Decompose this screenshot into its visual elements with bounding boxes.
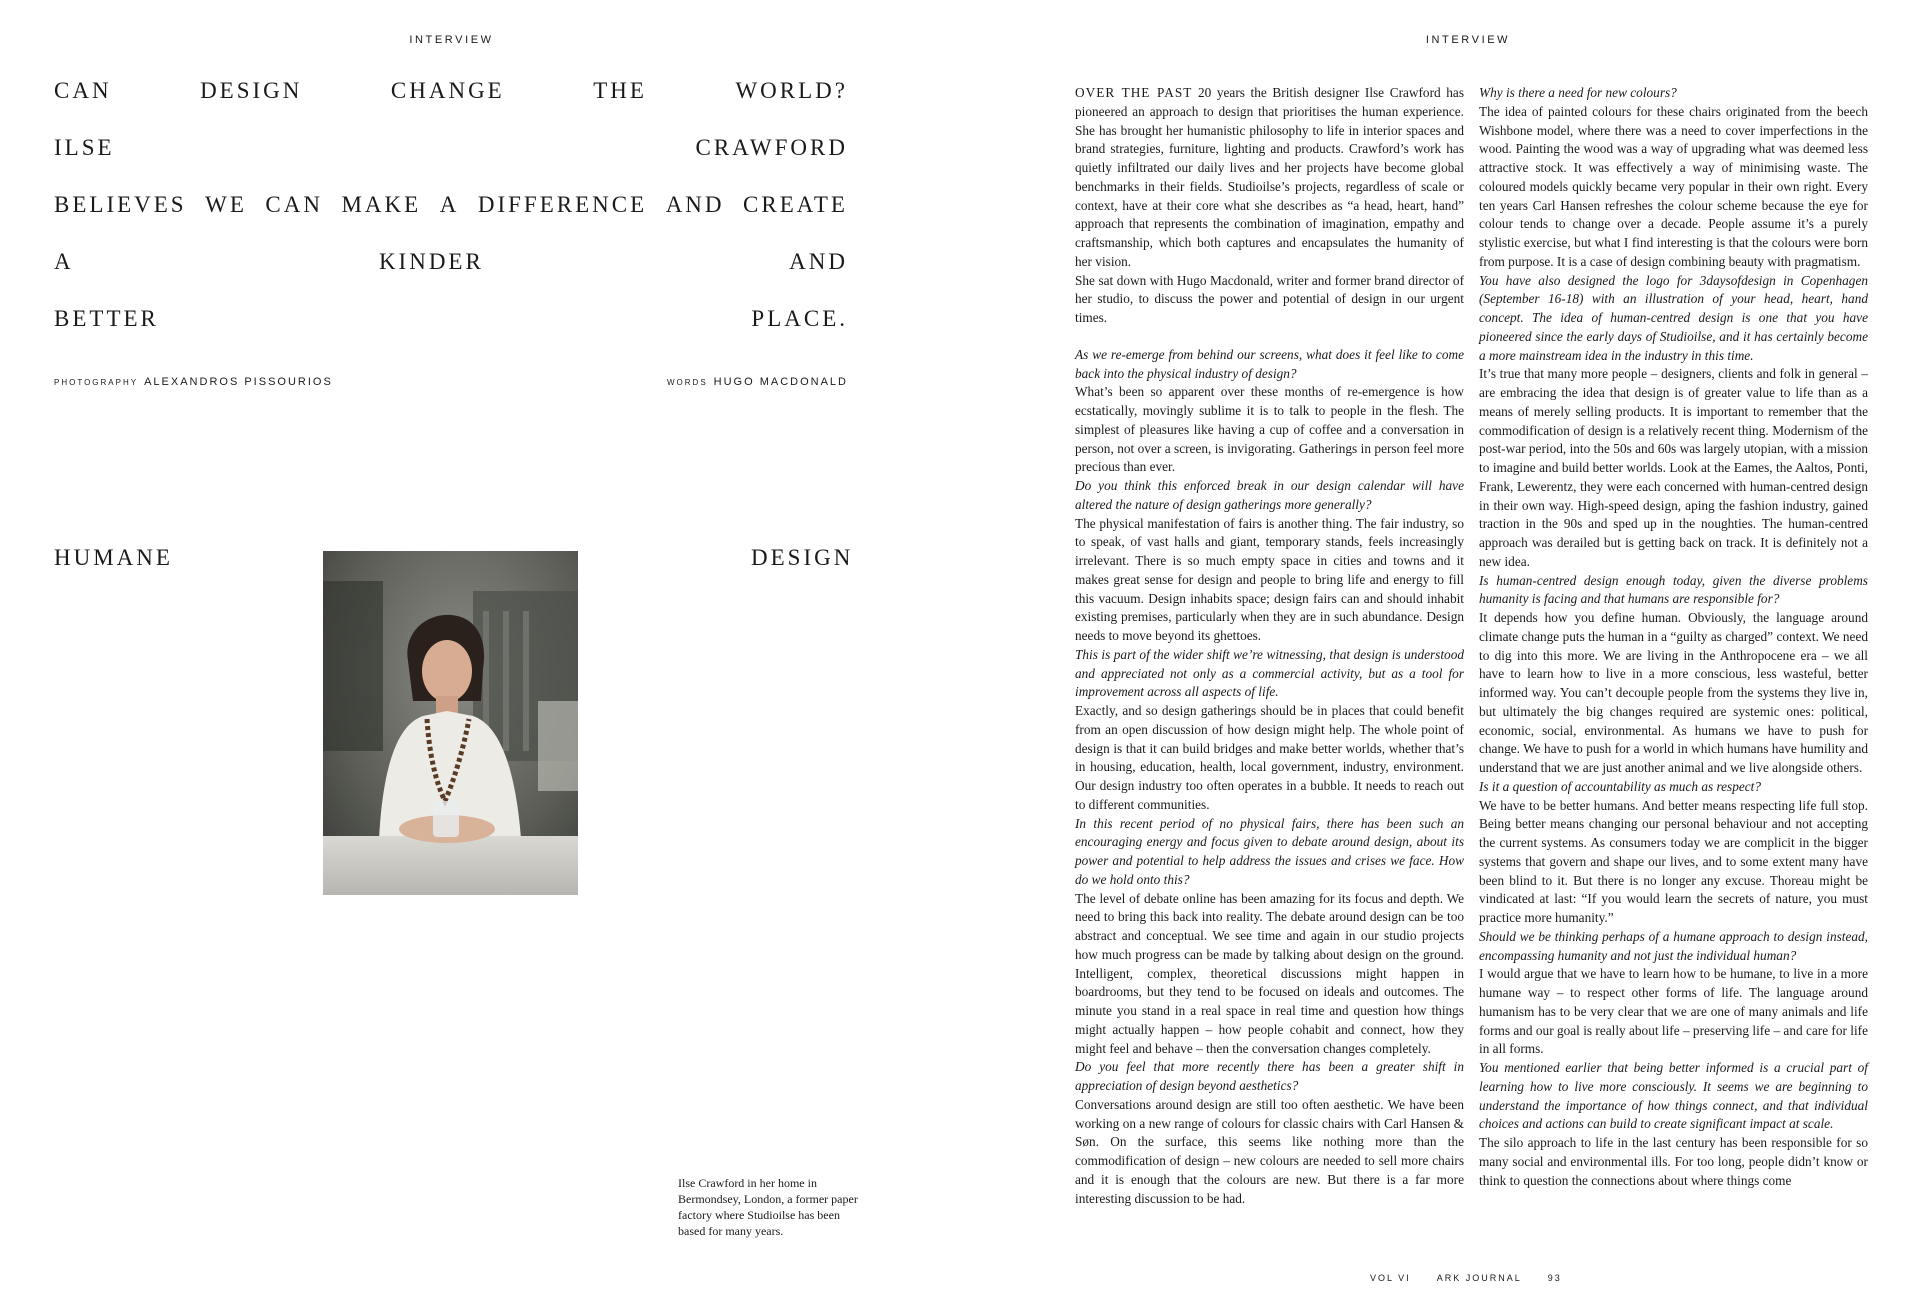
answer: It’s true that many more people – designers, clients and folk in general – are embracing the idea that design is of greater value to life than as a means of merely selling products. It is important to remember that the commodification of design is a relatively recent thing. Modernism of the post-war period, into the 50s and 60s was largely utopian, with a mission to imagine and build better worlds. Look at the Eames, the Aaltos, Ponti, Frank, Lewerentz, they were each concerned with human-centred design in their own way. High-speed design, aping the fashion industry, gained traction in the 90s and sped up in the noughties. The human-centred approach was derailed but is getting back on track. It is definitely not a new idea. — [1479, 366, 1868, 569]
photo-caption: Ilse Crawford in her home in Bermondsey, London, a former paper factory where Studioilse has been based for many years. — [678, 1176, 858, 1238]
photography-credit — [54, 376, 333, 388]
headline-word: WE — [205, 192, 247, 217]
answer: The idea of painted colours for these chairs originated from the beech Wishbone model, where there was a need to cover imperfections in the wood. Painting the wood was a way of upgrading what was deemed less attractive stock. It was effectively a way of minimising waste. The coloured models quickly became very popular in their own right. Every ten years Carl Hansen refreshes the colour scheme because the eye for colour tends to change over a decade. People assume it’s a purely stylistic exercise, but what I find interesting is that the colours were born from purpose. It is a case of design combining beauty with pragmatism. — [1479, 103, 1868, 269]
question: Do you feel that more recently there has been a greater shift in appreciation of design beyond aesthetics? — [1075, 1059, 1464, 1093]
folio-journal: ARK JOURNAL — [1436, 1273, 1522, 1283]
intro-text: 20 years the British designer Ilse Crawford has pioneered an approach to design that prioritises the human experience. She has brought her humanistic philosophy to life in interior spaces and brand strategies, furniture, lighting and products. Crawford’s work has quietly infiltrated our daily lives and her projects have become global benchmarks in their fields. Studioilse’s projects, regardless of scale or context, have at their core what she describes as “a head, heart, hand” approach that represents the combination of imagination, empathy and craftsmanship, which both captures and encapsulates the humanity of her vision. — [1075, 85, 1464, 269]
headline-word: AND — [665, 192, 725, 217]
headline-word: CAN — [54, 78, 112, 103]
headline-line — [54, 192, 848, 249]
words-credit — [667, 376, 848, 388]
answer: Exactly, and so design gatherings should be in places that could benefit from an open discussion of how design might help. The whole point of design is that it can build bridges and make better worlds, whether that’s in housing, education, health, local government, industry, environment. Our design industry too often operates in a bubble. It needs to reach out to different communities. — [1075, 703, 1464, 812]
words-label: WORDS — [666, 378, 708, 387]
folio — [1370, 1273, 1588, 1283]
headline-line — [54, 135, 848, 192]
headline-word: KINDER — [378, 249, 484, 274]
headline-word: DESIGN — [200, 78, 303, 103]
answer: I would argue that we have to learn how to be humane, to live in a more humane way – to respect other forms of life. The language around humanism has to be very clear that we are one of many animals and life forms and our goal is really about life – preserving life – and care for life in all forms. — [1479, 966, 1868, 1057]
headline-word: A — [439, 192, 460, 217]
question: Do you think this enforced break in our design calendar will have altered the nature of design gatherings more generally? — [1075, 478, 1464, 512]
headline-word: BELIEVES — [54, 192, 187, 217]
answer: Conversations around design are still too often aesthetic. We have been working on a new range of colours for classic chairs with Carl Hansen & Søn. On the surface, this seems like nothing more than the commodification of design – new colours are needed to sell more chairs and it is enough that the colours are new. But there is a far more interesting discussion to be had. — [1075, 1096, 1464, 1206]
body-paragraph: She sat down with Hugo Macdonald, writer and former brand director of her studio, to discuss the power and potential of design in our urgent times. — [1075, 272, 1464, 325]
answer: What’s been so apparent over these months of re-emergence is how ecstatically, movingly sublime it is to talk to people in the flesh. The simplest of pleasures like having a cup of coffee and a conversation in person, not over a screen, is invigorating. Gatherings in person feel more precious than ever. — [1075, 384, 1464, 475]
headline-word: ILSE — [54, 135, 115, 160]
folio-volume: VOL VI — [1370, 1273, 1411, 1283]
intro-lead: OVER THE PAST — [1075, 85, 1193, 100]
question: You mentioned earlier that being better informed is a crucial part of learning how to live more consciously. It seems we are beginning to understand the importance of how things connect, and that individual choices and actions can build to create significant impact at scale. — [1479, 1060, 1868, 1132]
question: Should we be thinking perhaps of a humane approach to design instead, encompassing humanity and not just the individual human? — [1479, 928, 1868, 963]
answer: The physical manifestation of fairs is another thing. The fair industry, so to speak, of vast halls and giant, temporary stands, feels increasingly irrelevant. There is so much empty space in cities and towns and it makes great sense for design and people to bring life and energy to fill this vacuum. Design inhabits space; design fairs can and should inhabit existing premises, particularly when they are in such abundance. Design needs to move beyond its ghettoes. — [1075, 515, 1464, 643]
text-column-1 — [1075, 84, 1464, 1208]
portrait-photo — [323, 551, 578, 895]
question: In this recent period of no physical fairs, there has been such an encouraging energy and focus given to debate around design, about its power and potential to help address the issues and crises we face. How do we hold onto this? — [1075, 815, 1464, 887]
headline-line — [54, 306, 848, 363]
question: You have also designed the logo for 3daysofdesign in Copenhagen (September 16-18) with an illustration of your head, heart, hand concept. The idea of human-centred design is one that you have pioneered since the early days of Studioilse, and it has certainly become a more mainstream idea in the industry in this time. — [1479, 272, 1868, 363]
headline-word: AND — [789, 249, 848, 274]
answer: The silo approach to life in the last century has been responsible for so many social and environmental ills. For too long, people didn’t know or think to question the connections about where things come — [1479, 1135, 1868, 1188]
question: Is it a question of accountability as much as respect? — [1479, 778, 1762, 794]
headline-word: DIFFERENCE — [477, 192, 648, 217]
headline-word: CHANGE — [390, 78, 505, 103]
photography-label: PHOTOGRAPHY — [54, 378, 139, 387]
question: As we re-emerge from behind our screens, what does it feel like to come back into the physical industry of design? — [1075, 346, 1464, 381]
page-number: 93 — [1547, 1273, 1562, 1283]
headline-word: WORLD? — [735, 78, 848, 103]
intro-paragraph — [1075, 84, 1464, 272]
headline — [54, 78, 848, 363]
answer: It depends how you define human. Obviously, the language around climate change puts the human in a “guilty as charged” context. We need to dig into this more. We are living in the Anthropocene era – we all have to learn how to live in a more conscious, less wasteful, better informed way. You can’t decouple people from the systems they live in, but ultimately the big changes required are systemic ones: political, economic, social, environmental. As humans we have to push for change. We have to push for a world in which humans have humility and understand that we are just another animal and we live alongside others. — [1479, 610, 1868, 775]
running-head-left: INTERVIEW — [409, 34, 494, 46]
headline-line — [54, 249, 848, 306]
headline-line — [54, 78, 848, 135]
section-title-right: DESIGN — [751, 545, 854, 570]
headline-word: MAKE — [341, 192, 422, 217]
question: Why is there a need for new colours? — [1479, 85, 1677, 100]
headline-word: A — [54, 249, 74, 274]
text-column-2 — [1479, 84, 1868, 1190]
question: Is human-centred design enough today, given the diverse problems humanity is facing and that humans are responsible for? — [1479, 572, 1868, 607]
paragraph-gap — [1075, 328, 1464, 346]
headline-word: THE — [593, 78, 647, 103]
headline-word: CRAWFORD — [695, 135, 848, 160]
right-page — [960, 0, 1919, 1302]
headline-word: PLACE. — [751, 306, 848, 331]
photographer-name: ALEXANDROS PISSOURIOS — [144, 376, 333, 388]
answer: We have to be better humans. And better means respecting life full stop. Being better means changing our personal behaviour and not accepting the current systems. As consumers today we are complicit in the bigger systems that govern and shape our lives, and to some extent many have been blind to it. But there is no longer any excuse. Thoreau might be vindicated at last: “If you would learn the secrets of nature, you must practice more humanity.” — [1479, 797, 1868, 925]
credits — [54, 376, 848, 388]
running-head-right: INTERVIEW — [1425, 34, 1511, 46]
headline-word: BETTER — [54, 306, 159, 331]
headline-word: CAN — [265, 192, 323, 217]
answer: The level of debate online has been amazing for its focus and depth. We need to bring this back into reality. The debate around design can be too abstract and conceptual. We see time and again in our studio projects how much progress can be made by talking about design on the ground. Intelligent, complex, theoretical discussions might happen in boardrooms, but they tend to be focused on ideals and outcomes. The minute you stand in a real space in real time and question how things might actually happen – how people cohabit and connect, how they might feel and behave – then the conversation changes completely. — [1075, 890, 1464, 1056]
portrait-illustration — [323, 551, 578, 895]
writer-name: HUGO MACDONALD — [713, 376, 848, 388]
section-title-left: HUMANE — [54, 545, 173, 570]
headline-word: CREATE — [743, 192, 848, 217]
question: This is part of the wider shift we’re witnessing, that design is understood and appreciated not only as a commercial activity, but as a tool for improvement across all aspects of life. — [1075, 646, 1464, 700]
